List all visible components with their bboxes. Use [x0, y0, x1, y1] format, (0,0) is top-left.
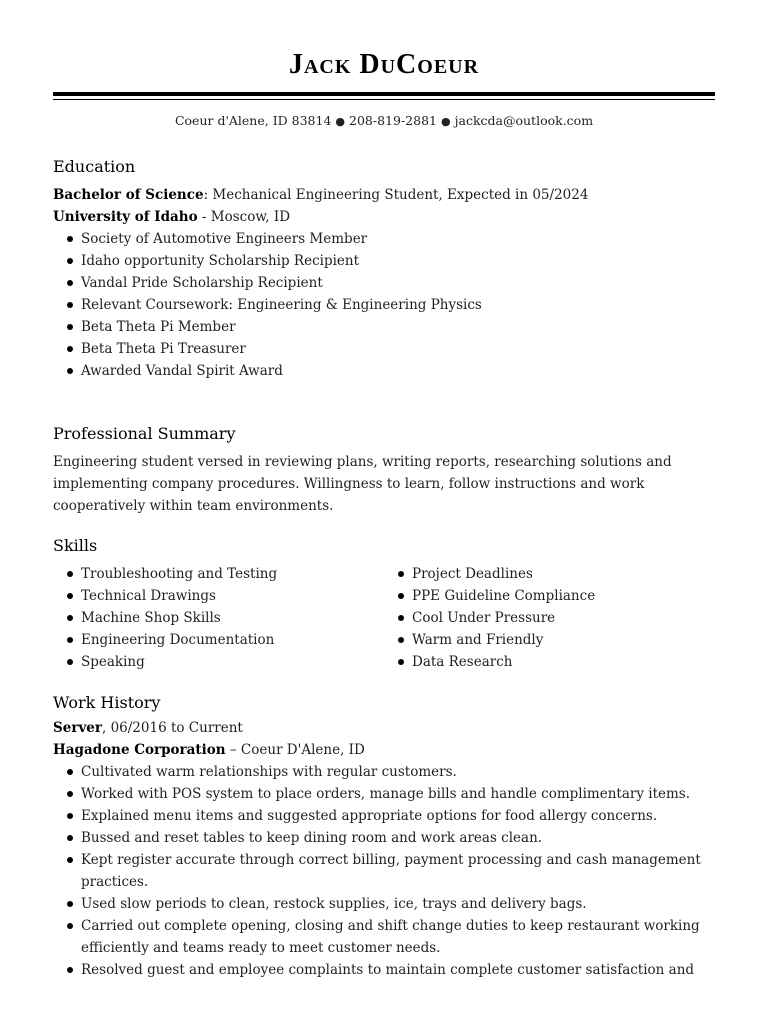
header-rule-thick [53, 92, 715, 96]
list-item: Project Deadlines [384, 563, 715, 585]
list-item: Relevant Coursework: Engineering & Engineering Physics [53, 294, 715, 316]
list-item: Beta Theta Pi Treasurer [53, 338, 715, 360]
skills-columns [53, 563, 715, 673]
list-item: Vandal Pride Scholarship Recipient [53, 272, 715, 294]
contact-address: Coeur d'Alene, ID 83814 [174, 113, 332, 128]
list-item: Troubleshooting and Testing [53, 563, 384, 585]
resume-page [53, 0, 715, 1024]
section-title-summary: Professional Summary [53, 424, 236, 443]
list-item: Kept register accurate through correct billing, payment processing and cash management practices. [53, 849, 715, 893]
resume-name: Jack DuCoeur [288, 49, 480, 80]
list-item: Used slow periods to clean, restock supplies, ice, trays and delivery bags. [53, 893, 715, 915]
list-item: Beta Theta Pi Member [53, 316, 715, 338]
company-location: – Coeur D'Alene, ID [225, 742, 365, 758]
list-item: Machine Shop Skills [53, 607, 384, 629]
work-list [53, 761, 715, 981]
header-rule-thin [53, 99, 715, 100]
degree-line [53, 184, 715, 206]
list-item: Cultivated warm relationships with regular customers. [53, 761, 715, 783]
school-location: - Moscow, ID [197, 209, 291, 225]
skills-list-left [53, 563, 384, 673]
list-item: Data Research [384, 651, 715, 673]
education-section [53, 157, 715, 382]
list-item: Resolved guest and employee complaints to maintain complete customer satisfaction and [53, 959, 715, 981]
contact-phone: 208-819-2881 [349, 113, 437, 128]
bullet-icon: ● [335, 115, 346, 128]
job-title: Server [53, 720, 102, 736]
list-item: Idaho opportunity Scholarship Recipient [53, 250, 715, 272]
list-item: Carried out complete opening, closing and shift change duties to keep restaurant working efficiently and teams ready to meet customer needs. [53, 915, 715, 959]
contact-line [53, 112, 715, 131]
list-item: Technical Drawings [53, 585, 384, 607]
summary-section [53, 424, 715, 517]
list-item: PPE Guideline Compliance [384, 585, 715, 607]
degree-detail: : Mechanical Engineering Student, Expected in 05/2024 [203, 187, 589, 203]
section-title-education: Education [53, 157, 136, 176]
company-line [53, 739, 715, 761]
summary-text: Engineering student versed in reviewing plans, writing reports, researching solutions and implementing company procedures. Willingness to learn, follow instructions and work cooperatively within team environments. [53, 454, 672, 514]
degree-label: Bachelor of Science [53, 187, 204, 203]
work-section [53, 693, 715, 981]
list-item: Worked with POS system to place orders, manage bills and handle complimentary items. [53, 783, 715, 805]
skills-list-right [384, 563, 715, 673]
list-item: Cool Under Pressure [384, 607, 715, 629]
company-name: Hagadone Corporation [53, 742, 226, 758]
school-line [53, 206, 715, 228]
list-item: Bussed and reset tables to keep dining room and work areas clean. [53, 827, 715, 849]
skills-section [53, 536, 715, 673]
bullet-icon: ● [441, 115, 451, 128]
list-item: Speaking [53, 651, 384, 673]
list-item: Explained menu items and suggested appropriate options for food allergy concerns. [53, 805, 715, 827]
education-list [53, 228, 715, 382]
list-item: Awarded Vandal Spirit Award [53, 360, 715, 382]
school-name: University of Idaho [53, 209, 198, 225]
list-item: Society of Automotive Engineers Member [53, 228, 715, 250]
list-item: Engineering Documentation [53, 629, 384, 651]
job-title-line [53, 717, 715, 739]
section-title-skills: Skills [53, 536, 98, 555]
contact-email: jackcda@outlook.com [454, 113, 594, 128]
list-item: Warm and Friendly [384, 629, 715, 651]
section-title-work: Work History [53, 693, 161, 712]
job-dates: , 06/2016 to Current [102, 720, 243, 736]
